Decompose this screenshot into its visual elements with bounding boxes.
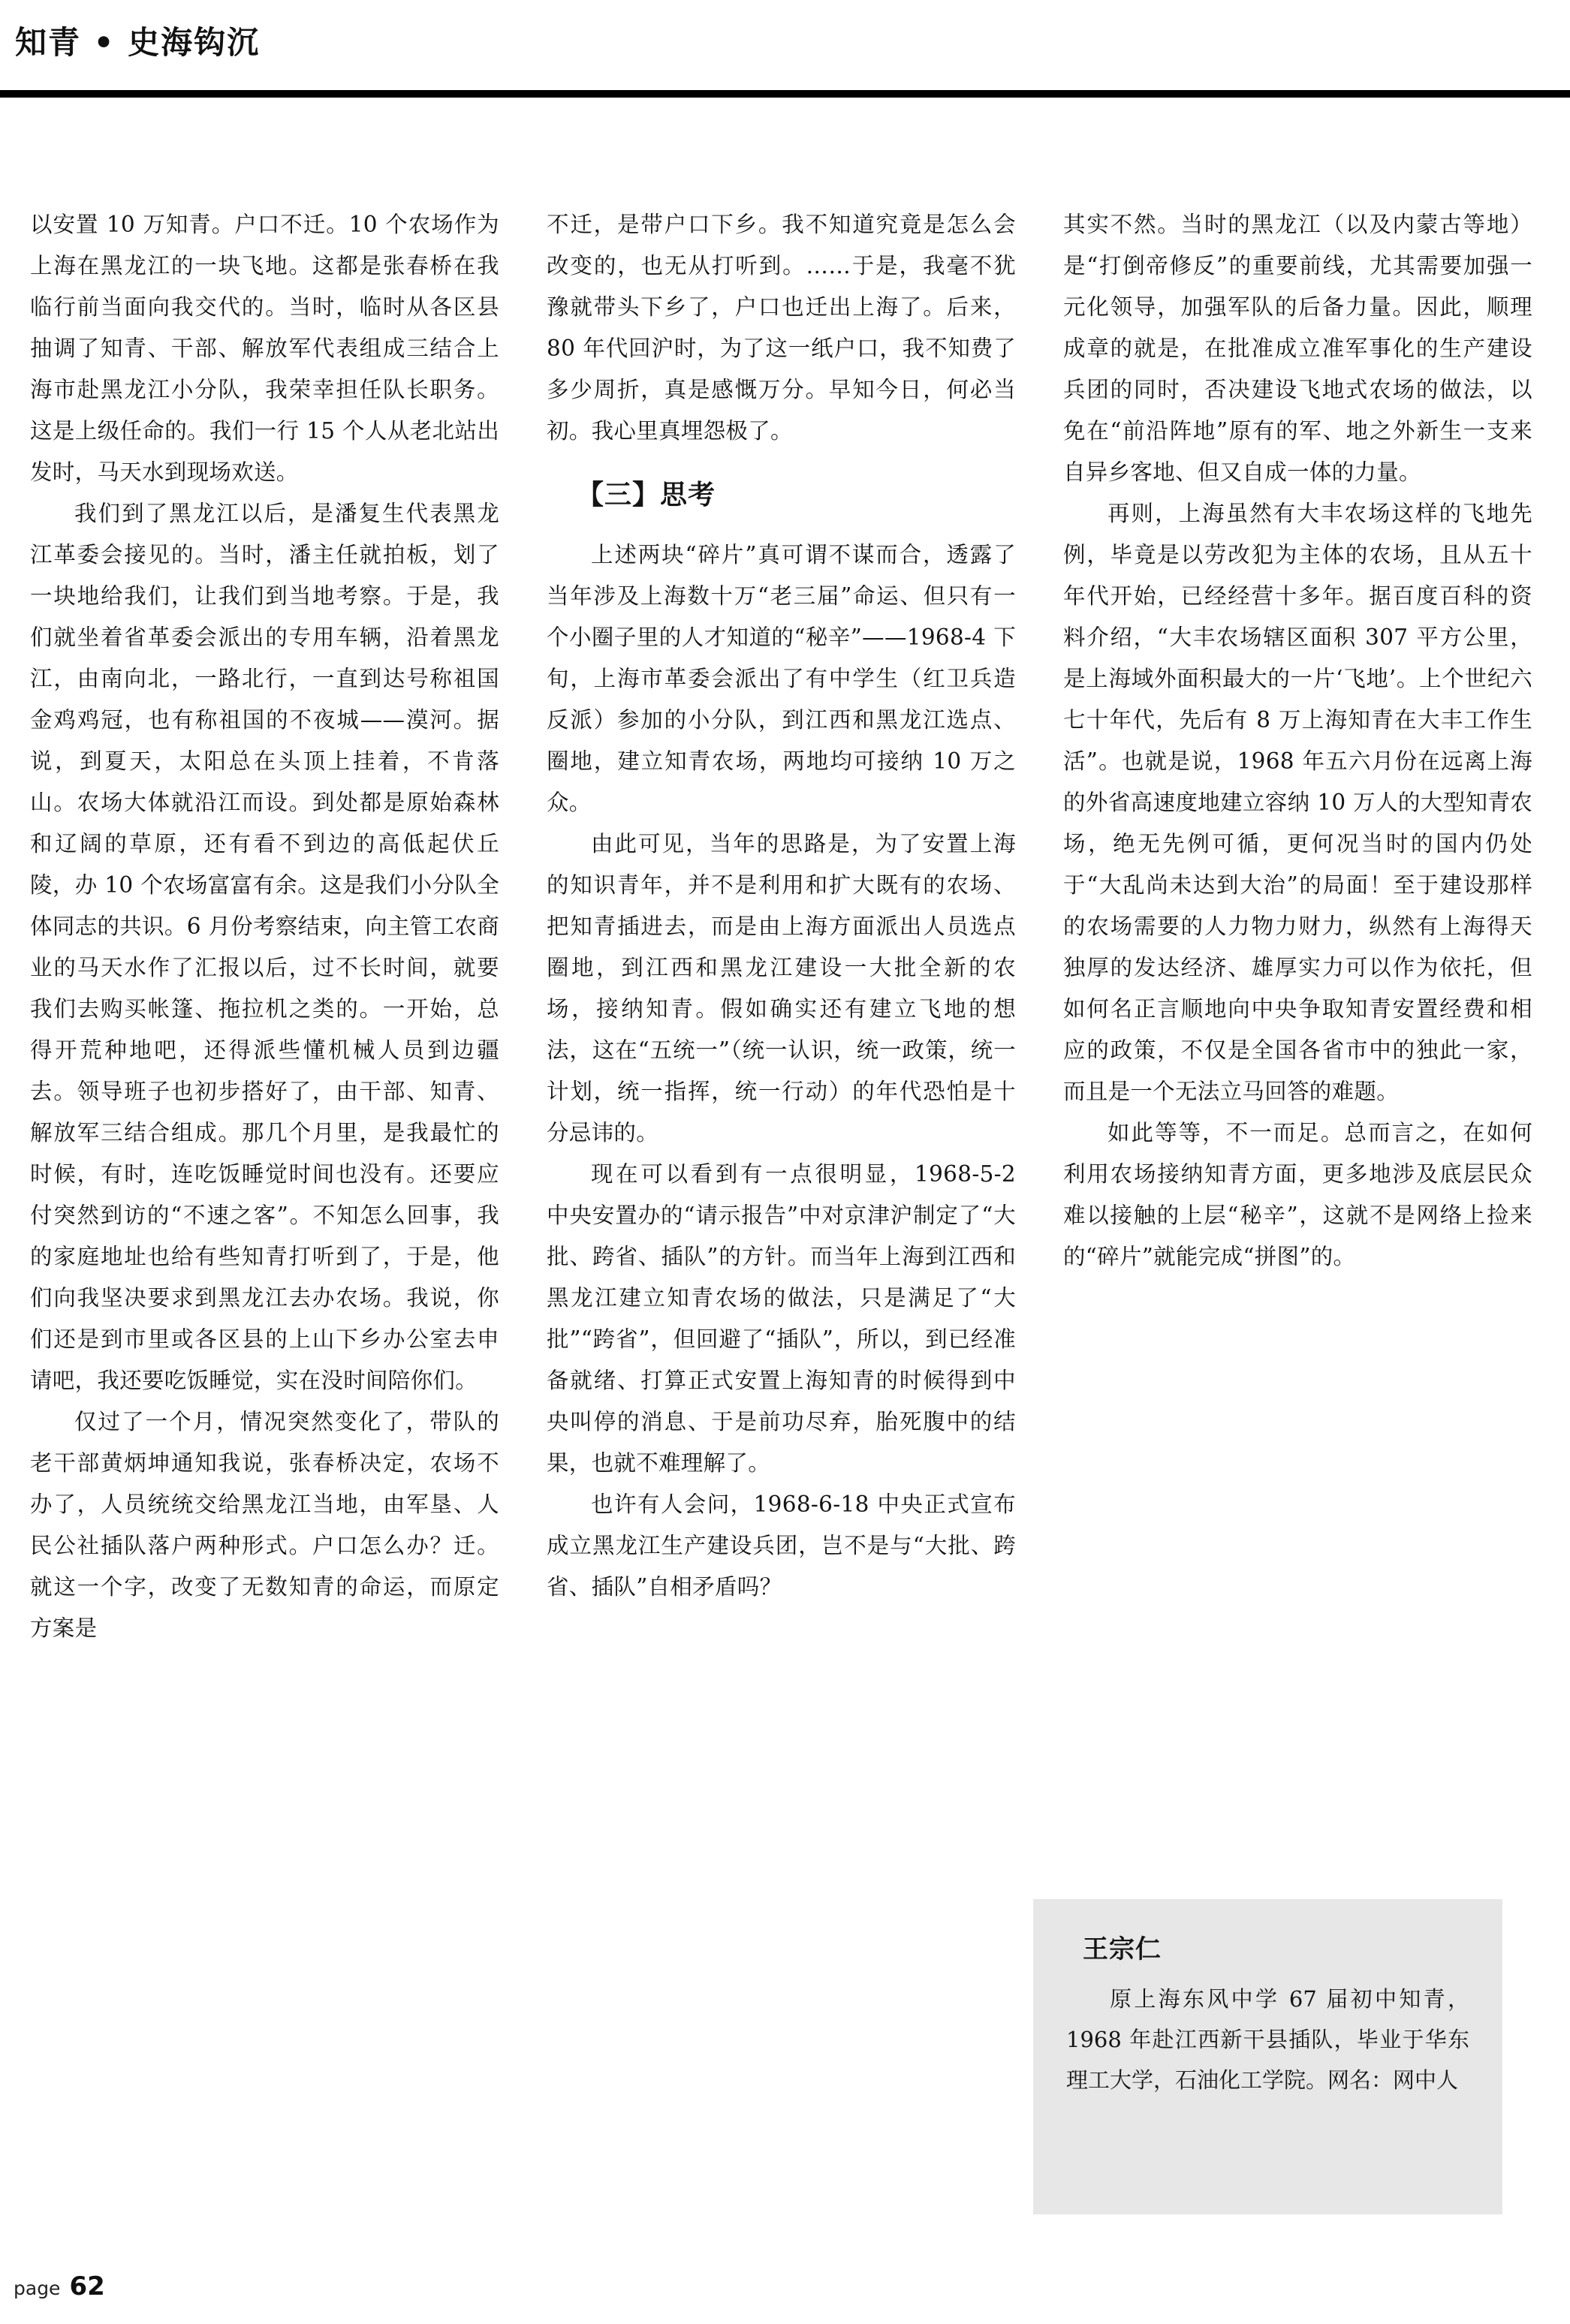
section-heading: 【三】思考 (577, 480, 716, 510)
paragraph: 我们到了黑龙江以后，是潘复生代表黑龙江革委会接见的。当时，潘主任就拍板，划了一块地给我们，让我们到当地考察。于是，我们就坐着省革委会派出的专用车辆，沿着黑龙江，由南向北，一路北行，一直到达号称祖国金鸡鸡冠，也有称祖国的不夜城——漠河。据说，到夏天，太阳总在头顶上挂着，不肯落山。农场大体就沿江而设。到处都是原始森林和辽阔的草原，还有看不到边的高低起伏丘陵，办 10 个农场富富有余。这是我们小分队全体同志的共识。6 月份考察结束，向主管工农商业的马天水作了汇报以后，过不长时间，就要我们去购买帐篷、拖拉机之类的。一开始，总得开荒种地吧，还得派些懂机械人员到边疆去。领导班子也初步搭好了，由干部、知青、解放军三结合组成。那几个月里，是我最忙的时候，有时，连吃饭睡觉时间也没有。还要应付突然到访的“不速之客”。不知怎么回事，我的家庭地址也给有些知青打听到了，于是，他们向我坚决要求到黑龙江去办农场。我说，你们还是到市里或各区县的上山下乡办公室去申请吧，我还要吃饭睡觉，实在没时间陪你们。 (30, 501, 499, 1393)
author-bio-text: 原上海东风中学 67 届初中知青，1968 年赴江西新干县插队，毕业于华东理工大学，石油化工学院。网名：网中人 (1066, 1986, 1469, 2093)
paragraph: 也许有人会问，1968-6-18 中央正式宣布成立黑龙江生产建设兵团，岂不是与“大批、跨省、插队”自相矛盾吗？ (547, 1492, 1016, 1600)
column-2 (547, 204, 1016, 1608)
paragraph: 如此等等，不一而足。总而言之，在如何利用农场接纳知青方面，更多地涉及底层民众难以接触的上层“秘辛”，这就不是网络上捡来的“碎片”就能完成“拼图”的。 (1063, 1120, 1532, 1269)
author-name: 王宗仁 (1083, 1934, 1162, 1964)
header-title: 知青 • 史海钩沉 (15, 24, 261, 61)
paragraph: 其实不然。当时的黑龙江（以及内蒙古等地）是“打倒帝修反”的重要前线，尤其需要加强一元化领导，加强军队的后备力量。因此，顺理成章的就是，在批准成立准军事化的生产建设兵团的同时，否决建设飞地式农场的做法，以免在“前沿阵地”原有的军、地之外新生一支来自异乡客地、但又自成一体的力量。 (1063, 212, 1532, 485)
page-footer (14, 2271, 105, 2301)
header-divider (0, 90, 1570, 98)
paragraph: 现在可以看到有一点很明显，1968-5-2 中央安置办的“请示报告”中对京津沪制定了“大批、跨省、插队”的方针。而当年上海到江西和黑龙江建立知青农场的做法，只是满足了“大批”“跨省”，但回避了“插队”，所以，到已经准备就绪、打算正式安置上海知青的时候得到中央叫停的消息、于是前功尽弃，胎死腹中的结果，也就不难理解了。 (547, 1161, 1016, 1476)
paragraph: 以安置 10 万知青。户口不迁。10 个农场作为上海在黑龙江的一块飞地。这都是张春桥在我临行前当面向我交代的。当时，临时从各区县抽调了知青、干部、解放军代表组成三结合上海市赴黑龙江小分队，我荣幸担任队长职务。这是上级任命的。我们一行 15 个人从老北站出发时，马天水到现场欢送。 (30, 212, 499, 485)
column-3 (1063, 204, 1532, 1278)
footer-label: page (14, 2277, 61, 2299)
author-bio-box (1033, 1899, 1502, 2214)
page-header (15, 11, 916, 71)
page-number: 62 (69, 2271, 105, 2301)
paragraph: 不迁，是带户口下乡。我不知道究竟是怎么会改变的，也无从打听到。……于是，我毫不犹豫就带头下乡了，户口也迁出上海了。后来，80 年代回沪时，为了这一纸户口，我不知费了多少周折，真是感慨万分。早知今日，何必当初。我心里真埋怨极了。 (547, 212, 1016, 444)
paragraph: 仅过了一个月，情况突然变化了，带队的老干部黄炳坤通知我说，张春桥决定，农场不办了，人员统统交给黑龙江当地，由军垦、人民公社插队落户两种形式。户口怎么办？迁。就这一个字，改变了无数知青的命运，而原定方案是 (30, 1409, 499, 1641)
paragraph: 上述两块“碎片”真可谓不谋而合，透露了当年涉及上海数十万“老三届”命运、但只有一个小圈子里的人才知道的“秘辛”——1968-4 下旬，上海市革委会派出了有中学生（红卫兵造反派）参加的小分队，到江西和黑龙江选点、圈地，建立知青农场，两地均可接纳 10 万之众。 (547, 542, 1016, 815)
paragraph: 再则，上海虽然有大丰农场这样的飞地先例，毕竟是以劳改犯为主体的农场，且从五十年代开始，已经经营十多年。据百度百科的资料介绍，“大丰农场辖区面积 307 平方公里，是上海域外面积最大的一片‘飞地’。上个世纪六七十年代，先后有 8 万上海知青在大丰工作生活”。也就是说，1968 年五六月份在远离上海的外省高速度地建立容纳 10 万人的大型知青农场，绝无先例可循，更何况当时的国内仍处于“大乱尚未达到大治”的局面！至于建设那样的农场需要的人力物力财力，纵然有上海得天独厚的发达经济、雄厚实力可以作为依托，但如何名正言顺地向中央争取知青安置经费和相应的政策，不仅是全国各省市中的独此一家，而且是一个无法立马回答的难题。 (1063, 501, 1532, 1104)
paragraph: 由此可见，当年的思路是，为了安置上海的知识青年，并不是利用和扩大既有的农场、把知青插进去，而是由上海方面派出人员选点圈地，到江西和黑龙江建设一大批全新的农场，接纳知青。假如确实还有建立飞地的想法，这在“五统一”（统一认识，统一政策，统一计划，统一指挥，统一行动）的年代恐怕是十分忌讳的。 (547, 831, 1016, 1145)
column-1 (30, 204, 499, 1649)
